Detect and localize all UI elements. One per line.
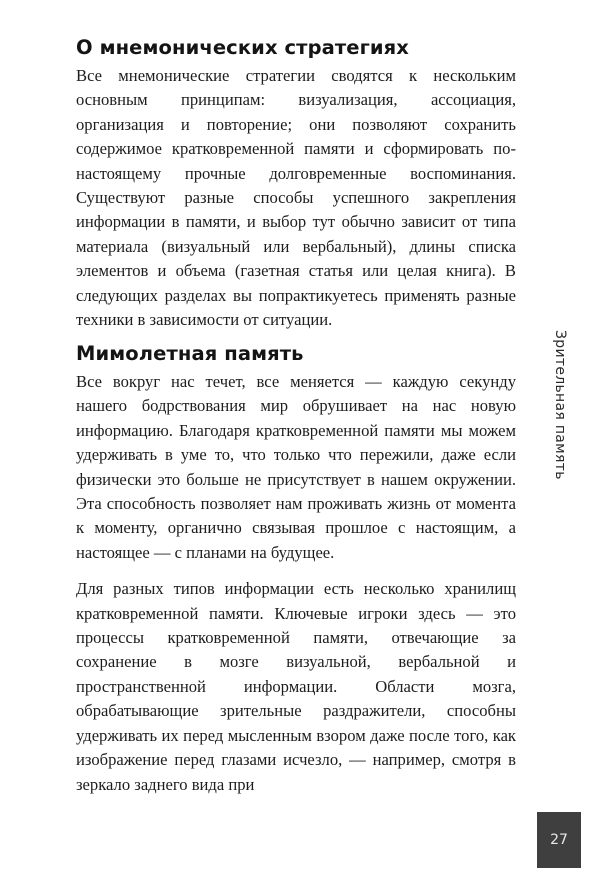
section-heading: О мнемонических стратегиях xyxy=(76,36,409,59)
page-number: 27 xyxy=(550,832,568,848)
paragraph: Все вокруг нас течет, все меняется — каждую секунду нашего бодрствования мир обрушивает на нас новую информацию. Благодаря кратковременной памяти мы можем удерживать в уме то, что только что пережили, даже если физически это больше не присутствует в нашем окружении. Эта способность позволяет нам проживать жизнь от момента к моменту, органично связывая прошлое с настоящим, а настоящее — с планами на будущее. xyxy=(76,372,516,562)
chapter-side-tab xyxy=(538,330,578,510)
page-content xyxy=(76,34,516,797)
page-number-box xyxy=(537,812,581,868)
section-fleeting-memory xyxy=(76,340,516,797)
paragraph: Для разных типов информации есть несколько хранилищ кратковременной памяти. Ключевые игроки здесь — это процессы кратковременной памяти, отвечающие за сохранение в мозге визуальной, вербальной и пространственной информации. Области мозга, обрабатывающие зрительные раздражители, способны удерживать их перед мысленным взором даже после того, как изображение перед глазами исчезло, — например, смотря в зеркало заднего вида при xyxy=(76,579,516,794)
chapter-side-label: Зрительная память xyxy=(552,330,568,480)
section-mnemonic-strategies xyxy=(76,34,516,340)
paragraph: Все мнемонические стратегии сводятся к нескольким основным принципам: визуализация, ассоциация, организация и повторение; они позволяют сохранить содержимое кратковременной памяти и сформировать по-настоящему прочные долговременные воспоминания. Существуют разные способы успешного закрепления информации в памяти, и выбор тут обычно зависит от типа материала (визуальный или вербальный), длины списка элементов и объема (газетная статья или целая книга). В следующих разделах вы попрактикуетесь применять разные техники в зависимости от ситуации. xyxy=(76,66,516,330)
section-heading: Мимолетная память xyxy=(76,342,304,365)
